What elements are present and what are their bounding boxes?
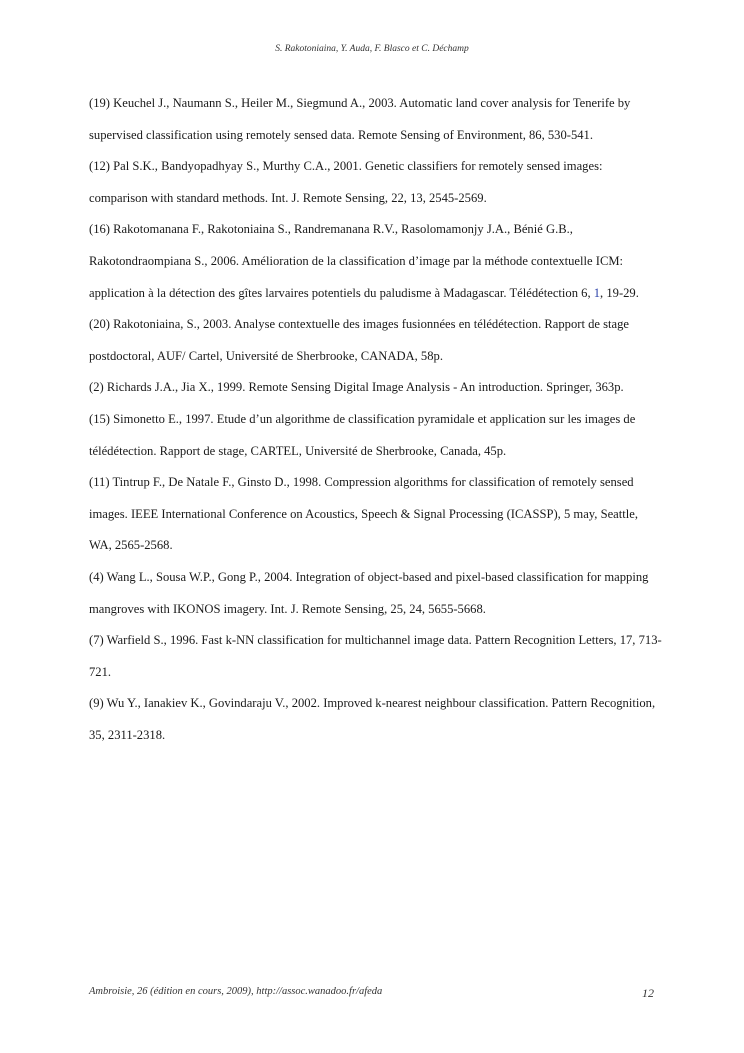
page-number: 12 [642,986,654,1000]
reference-text: Warfield S., 1996. Fast k-NN classification for multichannel image data. Pattern Recognition Letters, 17, 713-721. [89,633,662,679]
reference-item [89,404,663,467]
reference-item [89,88,663,151]
reference-text: Pal S.K., Bandyopadhyay S., Murthy C.A., 2001. Genetic classifiers for remotely sensed images: comparison with standard methods. Int. J. Remote Sensing, 22, 13, 2545-2569. [89,159,603,205]
reference-item [89,151,663,214]
running-header: S. Rakotoniaina, Y. Auda, F. Blasco et C. Déchamp [275,44,469,54]
reference-text: Wang L., Sousa W.P., Gong P., 2004. Integration of object-based and pixel-based classification for mapping mangroves with IKONOS imagery. Int. J. Remote Sensing, 25, 24, 5655-5668. [89,569,649,616]
footer-source: Ambroisie, 26 (édition en cours, 2009), http://assoc.wanadoo.fr/afeda [89,986,383,997]
reference-item [89,467,663,562]
reference-id: (20) [89,317,110,332]
reference-text: Richards J.A., Jia X., 1999. Remote Sensing Digital Image Analysis - An introduction. Springer, 363p. [106,380,624,395]
reference-text: Keuchel J., Naumann S., Heiler M., Siegmund A., 2003. Automatic land cover analysis for Tenerife by supervised classification using remotely sensed data. Remote Sensing of Environment, 86, 530-541. [89,96,631,142]
reference-item [89,214,663,309]
reference-id: (7) [89,633,104,648]
reference-id: (9) [89,696,104,711]
reference-item [89,562,663,625]
reference-id: (4) [89,569,104,584]
reference-list [89,88,663,751]
reference-id: (16) [89,222,110,237]
reference-text: Rakotomanana F., Rakotoniaina S., Randremanana R.V., Rasolomamonjy J.A., Bénié G.B., Rakotondraompiana S., 2006. Amélioration de la classification d’image par la méthode contextuelle ICM: application à la détection des gîtes larvaires potentiels du paludisme à Madagascar. Télédétection 6, [89,222,624,300]
reference-item [89,688,663,751]
reference-id: (2) [89,380,104,395]
reference-id: (12) [89,159,110,174]
issue-number: 1 [593,285,601,300]
reference-text: Simonetto E., 1997. Etude d’un algorithme de classification pyramidale et application sur les images de télédétection. Rapport de stage, CARTEL, Université de Sherbrooke, Canada, 45p. [89,411,636,458]
reference-item [89,309,663,372]
reference-id: (15) [89,411,110,426]
reference-id: (11) [89,475,110,490]
reference-id: (19) [89,96,110,110]
reference-text: Rakotoniaina, S., 2003. Analyse contextuelle des images fusionnées en télédétection. Rapport de stage postdoctoral, AUF/ Cartel, Université de Sherbrooke, CANADA, 58p. [89,317,629,363]
reference-text-end: , 19-29. [600,285,639,300]
reference-item [89,372,663,404]
reference-text: Tintrup F., De Natale F., Ginsto D., 1998. Compression algorithms for classification of remotely sensed images. IEEE International Conference on Acoustics, Speech & Signal Processing (ICASSP), 5 may, Seattle, WA, 2565-2568. [89,475,638,553]
reference-item [89,625,663,688]
reference-text: Wu Y., Ianakiev K., Govindaraju V., 2002. Improved k-nearest neighbour classification. Pattern Recognition, 35, 2311-2318. [89,696,656,742]
